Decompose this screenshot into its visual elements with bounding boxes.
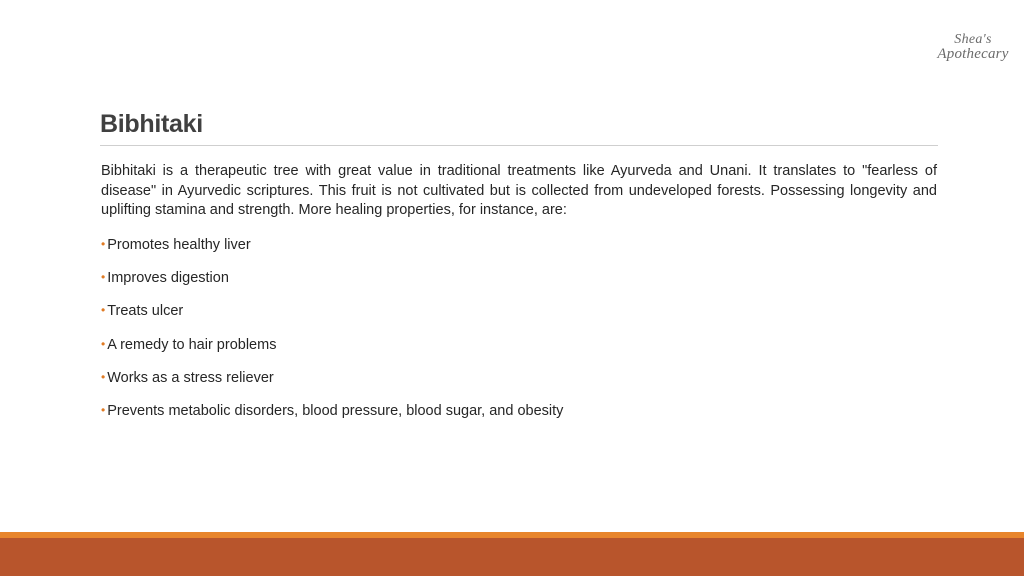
logo-line-1: Shea's (954, 32, 992, 47)
bullet-icon: • (101, 336, 106, 351)
bullet-list (101, 235, 937, 435)
intro-paragraph: Bibhitaki is a therapeutic tree with great value in traditional treatments like Ayurveda and Unani. It translates to "fearless of disease" in Ayurvedic scriptures. This fruit is not cultivated but is collected from undeveloped forests. Possessing longevity and uplifting stamina and strength. More healing properties, for instance, are: (101, 163, 937, 218)
bullet-icon: • (101, 236, 106, 251)
bullet-text: Promotes healthy liver (107, 236, 251, 253)
slide-title: Bibhitaki (100, 110, 203, 138)
footer-band (0, 532, 1024, 576)
list-item (101, 301, 937, 334)
logo-line-2: Apothecary (937, 46, 1009, 62)
bullet-text: Works as a stress reliever (107, 370, 274, 387)
bullet-icon: • (101, 303, 106, 318)
brand-logo (930, 32, 1016, 62)
bullet-icon: • (101, 370, 106, 385)
slide-content (101, 162, 937, 435)
list-item (101, 368, 937, 401)
bullet-icon: • (101, 403, 106, 418)
bullet-text: A remedy to hair problems (107, 336, 277, 353)
bullet-icon: • (101, 269, 106, 284)
list-item (101, 335, 937, 368)
bullet-text: Treats ulcer (107, 303, 184, 320)
list-item (101, 401, 937, 434)
bullet-text: Improves digestion (107, 269, 229, 286)
footer-bar (0, 538, 1024, 576)
list-item (101, 235, 937, 268)
list-item (101, 268, 937, 301)
bullet-text: Prevents metabolic disorders, blood pressure, blood sugar, and obesity (107, 403, 564, 420)
title-divider (100, 145, 938, 146)
